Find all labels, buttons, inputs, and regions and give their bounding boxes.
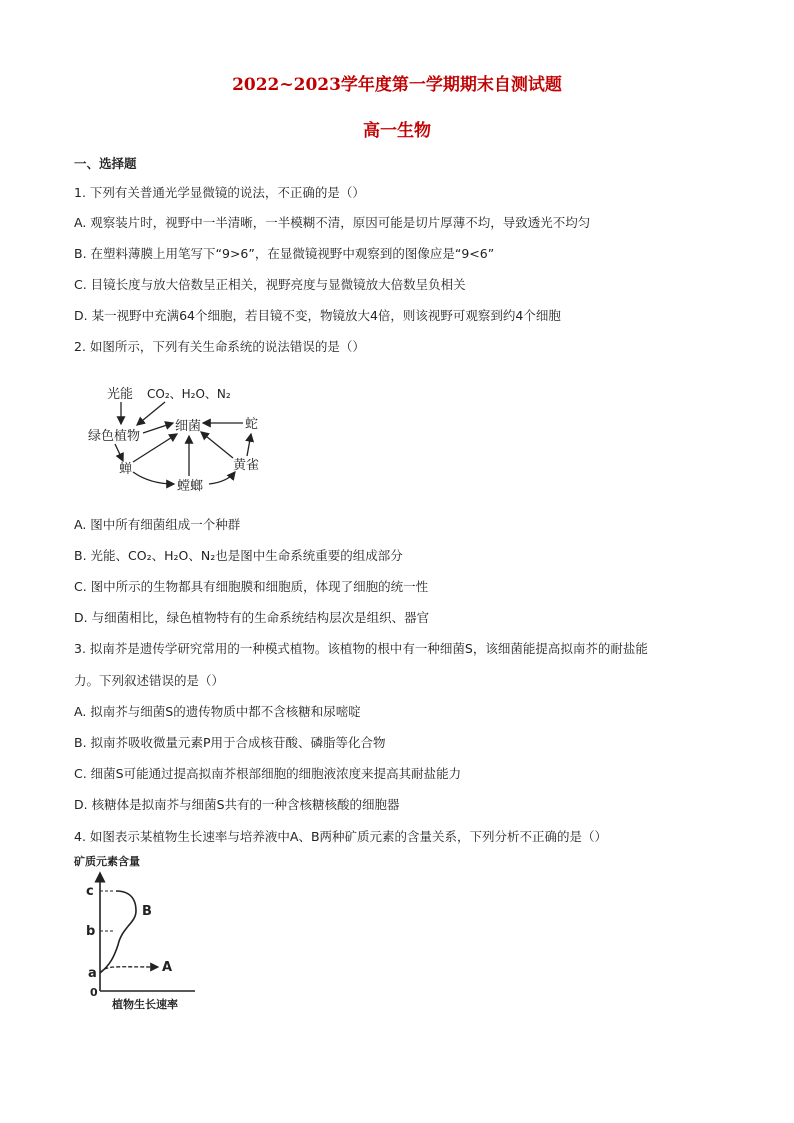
curve-b-label: B (142, 904, 152, 919)
q1-stem: 1. 下列有关普通光学显微镜的说法，不正确的是（） (74, 185, 365, 200)
arrow-mantis-oriole (209, 472, 235, 484)
label-snake: 蛇 (245, 417, 259, 432)
curve-a-label: A (162, 960, 173, 975)
arrow-cicada-mantis (133, 472, 174, 484)
label-inorganic: CO₂、H₂O、N₂ (147, 387, 231, 401)
q1-option-d: D. 某一视野中充满64个细胞，若目镜不变，物镜放大4倍，则该视野可观察到约4个细胞 (74, 308, 561, 323)
q4-stem: 4. 如图表示某植物生长速率与培养液中A、B两种矿质元素的含量关系，下列分析不正确的是（） (74, 829, 608, 844)
tick-c: c (86, 884, 94, 899)
origin-label: 0 (90, 986, 98, 999)
chart-xlabel: 植物生长速率 (112, 998, 178, 1011)
q1-option-b: B. 在塑料薄膜上用笔写下“9>6”，在显微镜视野中观察到的图像应是“9<6” (74, 246, 495, 261)
label-mantis: 螳螂 (177, 479, 204, 494)
mineral-growth-chart (70, 853, 210, 1013)
q2-option-b: B. 光能、CO₂、H₂O、N₂也是图中生命系统重要的组成部分 (74, 548, 403, 563)
q1-option-a: A. 观察装片时，视野中一半清晰，一半模糊不清，原因可能是切片厚薄不均，导致透光不均匀 (74, 215, 591, 230)
label-light: 光能 (107, 387, 134, 402)
curve-a (100, 967, 158, 973)
q1-option-c: C. 目镜长度与放大倍数呈正相关，视野亮度与显微镜放大倍数呈负相关 (74, 277, 466, 292)
section-heading: 一、选择题 (74, 156, 137, 171)
q2-stem: 2. 如图所示，下列有关生命系统的说法错误的是（） (74, 339, 365, 354)
q3-option-d: D. 核糖体是拟南芥与细菌S共有的一种含核糖核酸的细胞器 (74, 797, 400, 812)
q2-option-d: D. 与细菌相比，绿色植物特有的生命系统结构层次是组织、器官 (74, 610, 430, 625)
q3-stem-line2: 力。下列叙述错误的是（） (74, 673, 225, 688)
label-plant: 绿色植物 (88, 429, 141, 444)
q3-option-a: A. 拟南芥与细菌S的遗传物质中都不含核糖和尿嘧啶 (74, 704, 361, 719)
exam-subtitle: 高一生物 (363, 121, 431, 141)
tick-a: a (88, 966, 97, 981)
q3-option-b: B. 拟南芥吸收微量元素P用于合成核苷酸、磷脂等化合物 (74, 735, 386, 750)
q2-option-c: C. 图中所示的生物都具有细胞膜和细胞质，体现了细胞的统一性 (74, 579, 429, 594)
arrow-oriole-snake (247, 434, 251, 456)
arrow-inorganic-plant (137, 402, 165, 425)
food-web-diagram (85, 378, 295, 498)
arrow-plant-cicada (115, 444, 123, 461)
q3-option-c: C. 细菌S可能通过提高拟南芥根部细胞的细胞液浓度来提高其耐盐能力 (74, 766, 462, 781)
arrow-plant-bacteria (143, 423, 173, 433)
label-oriole: 黄雀 (233, 458, 260, 473)
tick-b: b (86, 924, 96, 939)
label-cicada: 蝉 (119, 462, 133, 477)
q2-option-a: A. 图中所有细菌组成一个种群 (74, 517, 241, 532)
chart-ylabel: 矿质元素含量 (74, 855, 140, 868)
label-bacteria: 细菌 (175, 419, 202, 434)
exam-title: 2022~2023学年度第一学期期末自测试题 (232, 75, 562, 95)
q3-stem-line1: 3. 拟南芥是遗传学研究常用的一种模式植物。该植物的根中有一种细菌S，该细菌能提高拟南芥的耐盐能 (74, 641, 648, 656)
arrow-oriole-bacteria (201, 432, 233, 458)
curve-b (100, 891, 136, 973)
